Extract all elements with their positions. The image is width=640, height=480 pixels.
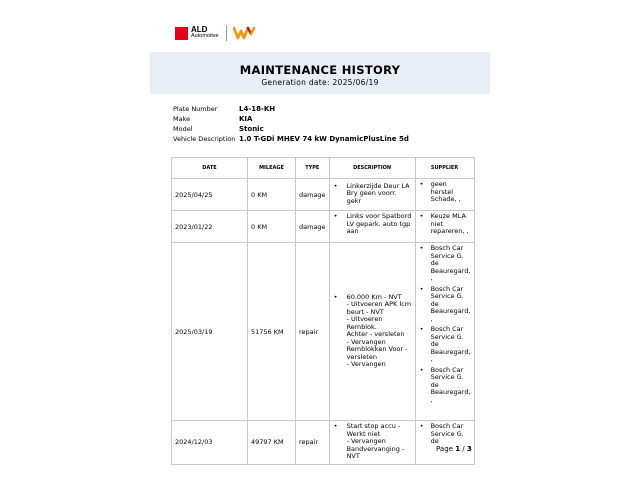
cell-mileage: 0 KM [248,179,296,211]
logo-divider [226,25,227,41]
page-label: Page [436,445,453,453]
table-row [172,243,475,421]
vehicle-value: L4-18-KH [239,105,276,113]
vehicle-info [173,104,409,144]
vehicle-value: Stonic [239,125,264,133]
cell-mileage: 0 KM [248,211,296,243]
cell-type: repair [296,243,330,421]
cell-description [329,243,415,421]
vehicle-row-description [173,134,409,144]
vehicle-row-plate [173,104,409,114]
vehicle-label: Model [173,125,193,133]
cell-supplier [415,211,474,243]
description-item: • Links voor Spatbord LV gepark. auto tgp aan [344,213,412,236]
page-indicator [436,445,472,453]
cell-description [329,211,415,243]
partner-logo-icon [233,26,255,40]
cell-supplier [415,421,474,465]
cell-supplier [415,179,474,211]
cell-date: 2025/03/19 [172,243,248,421]
table-header-row [172,158,475,179]
ald-logo-text [191,26,219,40]
cell-date: 2024/12/03 [172,421,248,465]
col-header-description: DESCRIPTION [329,158,415,179]
vehicle-label: Make [173,115,191,123]
cell-date: 2023/01/22 [172,211,248,243]
supplier-item: • Bosch Car Service G. de Beauregard, , [430,245,471,283]
vehicle-row-make [173,114,409,124]
col-header-supplier: SUPPLIER [415,158,474,179]
description-item: • Start stop accu - Werkt niet - Vervangen Bandvervanging - NVT [344,423,412,461]
vehicle-label: Plate Number [173,105,218,113]
page-current: 1 [455,445,461,453]
table-row [172,179,475,211]
cell-date: 2025/04/25 [172,179,248,211]
vehicle-row-model [173,124,409,134]
cell-mileage: 51756 KM [248,243,296,421]
page-separator: / [462,445,465,453]
cell-mileage: 49797 KM [248,421,296,465]
col-header-mileage: MILEAGE [248,158,296,179]
generation-date: Generation date: 2025/06/19 [261,78,379,87]
cell-description [329,179,415,211]
description-item: • 60.000 Km - NVT - Uitvoeren APK lcm beurt - NVT - Uitvoeren Remblok. Achter - versleten - Vervangen Remblokken Voor - versleten - Vervangen [344,294,412,369]
supplier-item: • Bosch Car Service G. de Beauregard, , [430,286,471,324]
description-item: • Linkerzijde Deur LA Bry geen voorr. gekr [344,183,412,206]
table-row [172,211,475,243]
supplier-item: • geen herstel Schade, , [430,181,471,204]
maintenance-table [171,157,475,465]
cell-type: repair [296,421,330,465]
col-header-type: TYPE [296,158,330,179]
cell-supplier [415,243,474,421]
cell-description [329,421,415,465]
page-title: MAINTENANCE HISTORY [239,63,401,77]
supplier-item: • Bosch Car Service G. de Beauregard, , [430,326,471,364]
cell-type: damage [296,211,330,243]
supplier-item: • Bosch Car Service G. de [430,423,471,446]
company-logos [175,24,255,42]
vehicle-value: 1.0 T-GDi MHEV 74 kW DynamicPlusLine 5d [239,135,409,143]
table-row [172,421,475,465]
vehicle-label: Vehicle Description [173,135,236,143]
col-header-date: DATE [172,158,248,179]
supplier-item: • Bosch Car Service G. de Beauregard, , [430,367,471,405]
supplier-item: • Keuze MLA niet repareren, , [430,213,471,236]
title-band [150,52,490,94]
ald-logo-mark [175,27,188,40]
vehicle-value: KIA [239,115,253,123]
cell-type: damage [296,179,330,211]
page-total: 3 [466,445,472,453]
ald-name: ALD [191,25,208,34]
ald-subtitle: Automotive [191,33,219,39]
